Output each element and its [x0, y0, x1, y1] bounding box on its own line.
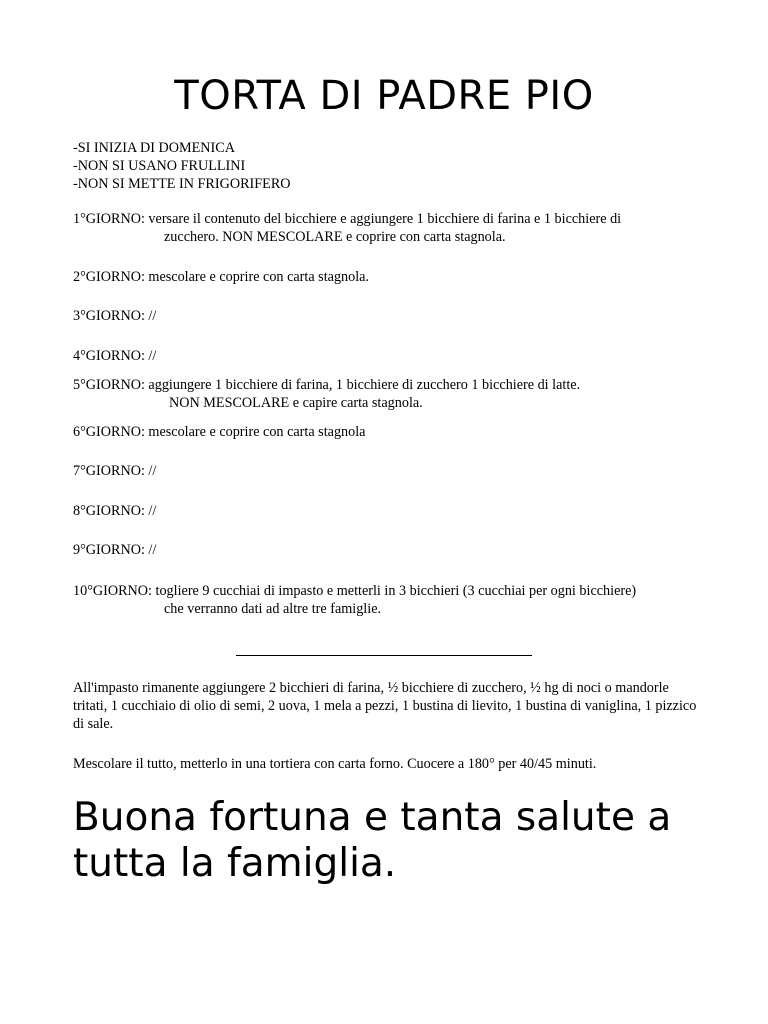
day-6-line: 6°GIORNO: mescolare e coprire con carta stagnola — [73, 424, 366, 440]
day-6-step — [73, 423, 713, 441]
day-3-line: 3°GIORNO: // — [73, 308, 157, 324]
day-1-continuation: zucchero. NON MESCOLARE e coprire con carta stagnola. — [164, 229, 506, 245]
day-2-line: 2°GIORNO: mescolare e coprire con carta stagnola. — [73, 269, 370, 285]
closing-message: Buona fortuna e tanta salute a tutta la famiglia. — [73, 795, 672, 886]
day-4-step — [73, 347, 713, 365]
day-1-line: 1°GIORNO: versare il contenuto del bicchiere e aggiungere 1 bicchiere di farina e 1 bicchiere di — [73, 211, 622, 227]
rule-item: -SI INIZIA DI DOMENICA — [73, 140, 235, 156]
day-4-line: 4°GIORNO: // — [73, 348, 157, 364]
rule-item: -NON SI USANO FRULLINI — [73, 158, 246, 174]
section-divider — [236, 655, 532, 656]
rule-item: -NON SI METTE IN FRIGORIFERO — [73, 176, 291, 192]
day-8-step — [73, 502, 713, 520]
day-5-step — [73, 376, 713, 412]
day-10-continuation: che verranno dati ad altre tre famiglie. — [164, 601, 382, 617]
day-8-line: 8°GIORNO: // — [73, 503, 157, 519]
recipe-title: TORTA DI PADRE PIO — [174, 73, 594, 119]
day-9-step — [73, 541, 713, 559]
day-5-continuation: NON MESCOLARE e capire carta stagnola. — [169, 395, 423, 411]
day-1-step — [73, 210, 713, 246]
rules-list — [73, 139, 291, 193]
day-5-line: 5°GIORNO: aggiungere 1 bicchiere di farina, 1 bicchiere di zucchero 1 bicchiere di latte. — [73, 377, 581, 393]
day-10-step — [73, 582, 713, 618]
day-3-step — [73, 307, 713, 325]
day-9-line: 9°GIORNO: // — [73, 542, 157, 558]
day-7-line: 7°GIORNO: // — [73, 463, 157, 479]
day-7-step — [73, 462, 713, 480]
day-2-step — [73, 268, 713, 286]
instructions-paragraph: Mescolare il tutto, metterlo in una tortiera con carta forno. Cuocere a 180° per 40/45 minuti. — [73, 756, 597, 772]
day-10-line: 10°GIORNO: togliere 9 cucchiai di impasto e metterli in 3 bicchieri (3 cucchiai per ogni bicchiere) — [73, 583, 637, 599]
ingredients-paragraph: All'impasto rimanente aggiungere 2 bicchieri di farina, ½ bicchiere di zucchero, ½ hg di noci o mandorle tritati, 1 cucchiaio di olio di semi, 2 uova, 1 mela a pezzi, 1 bustina di lievito, 1 bustina di vaniglina, 1 pizzico di sale. — [73, 680, 697, 732]
